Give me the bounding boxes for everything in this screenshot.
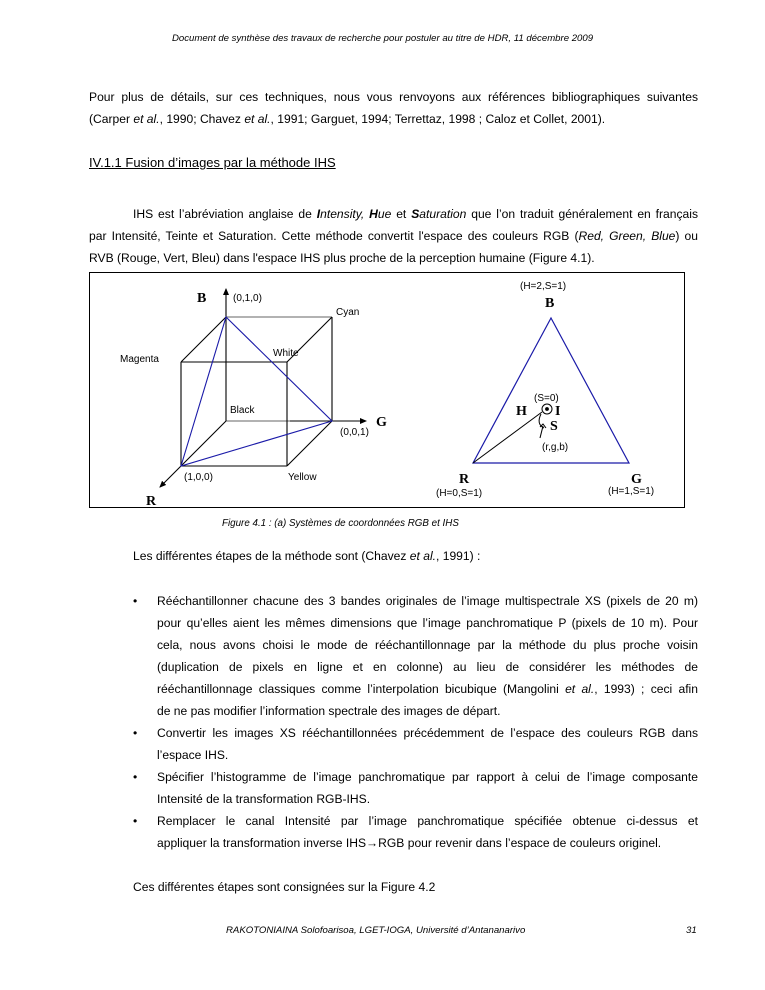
triangle-vertex-b: B — [545, 296, 555, 311]
text-italic: et al. — [244, 112, 271, 126]
paragraph-line — [89, 108, 698, 130]
text: que l’on traduit généralement en français — [466, 207, 698, 221]
page-header: Document de synthèse des travaux de recherche pour postuler au titre de HDR, 11 décembre 2009 — [171, 33, 594, 44]
bullet-icon: • — [133, 594, 138, 608]
paragraph-line: Pour plus de détails, sur ces techniques, nous vous renvoyons aux références bibliographiques suivantes — [89, 90, 698, 104]
text-italic: et al. — [133, 112, 160, 126]
cube-label-white: White — [273, 348, 299, 359]
cube-axis-b: B — [197, 291, 207, 306]
text: Les différentes étapes de la méthode sont (Chavez — [133, 549, 410, 563]
list-line: cela, nous avons choisi le mode de rééchantillonnage par la méthode du plus proche voisin — [157, 638, 698, 652]
cube-label-black: Black — [230, 405, 255, 416]
paragraph-ihs — [89, 203, 698, 269]
list-line: appliquer la transformation inverse IHS→RGB pour revenir dans l’espace de couleurs originel. — [157, 836, 662, 850]
list-line: Convertir les images XS rééchantillonnées précédemment de l’espace des couleurs RGB dans — [157, 726, 698, 740]
page-number: 31 — [686, 925, 697, 936]
triangle-r-coord: (H=0,S=1) — [436, 488, 483, 499]
steps-list — [133, 590, 698, 854]
rgb-cube — [160, 289, 366, 487]
text-bold: H — [369, 207, 378, 221]
cube-coord-g: (0,0,1) — [340, 427, 369, 438]
text-bold: S — [411, 207, 420, 221]
section-title: IV.1.1 Fusion d’images par la méthode IHS — [89, 155, 336, 170]
cube-label-cyan: Cyan — [336, 307, 360, 318]
text-bold: I — [316, 207, 321, 221]
text: , 1991) : — [436, 549, 481, 563]
text: et — [391, 207, 412, 221]
list-line: pour qu’elles aient les mêmes dimensions que l’image panchromatique P (pixels de 10 m). Pour — [157, 616, 698, 630]
cube-axis-r: R — [146, 494, 157, 509]
figure-caption: Figure 4.1 : (a) Systèmes de coordonnées RGB et IHS — [222, 518, 459, 529]
ihs-center-detail — [473, 404, 552, 463]
list-line: Remplacer le canal Intensité par l’image panchromatique spécifiée obtenue ci-dessus et — [157, 814, 698, 828]
triangle-vertex-r: R — [459, 472, 470, 487]
paragraph-line: RVB (Rouge, Vert, Bleu) dans l'espace IHS plus proche de la perception humaine (Figure 4.1). — [89, 251, 595, 265]
list-item — [133, 810, 698, 854]
text-italic: aturation — [419, 207, 467, 221]
text-italic: et al. — [565, 682, 595, 696]
list-item — [133, 722, 698, 766]
text-italic: ntensity, — [320, 207, 370, 221]
triangle-top-label: (H=2,S=1) — [520, 281, 567, 292]
list-item — [133, 590, 698, 722]
text-italic: Red, Green, Blue — [578, 229, 676, 243]
text: , 1993) ; ceci afin — [594, 682, 698, 696]
text: ) ou — [675, 229, 698, 243]
steps-intro — [133, 549, 480, 563]
triangle-g-coord: (H=1,S=1) — [608, 486, 655, 497]
text-italic: ue — [377, 207, 392, 221]
cube-axis-g: G — [376, 415, 387, 430]
triangle-i-label: I — [555, 404, 561, 419]
list-line: Spécifier l’histogramme de l’image panchromatique par rapport à celui de l’image composante — [157, 770, 698, 784]
cube-label-yellow: Yellow — [288, 472, 317, 483]
paragraph-line — [89, 225, 698, 247]
cube-coord-r: (1,0,0) — [184, 472, 213, 483]
cube-coord-b: (0,1,0) — [233, 293, 262, 304]
list-line — [157, 678, 698, 700]
triangle-s0-label: (S=0) — [534, 393, 559, 404]
cube-label-magenta: Magenta — [120, 354, 159, 365]
closing-sentence: Ces différentes étapes sont consignées sur la Figure 4.2 — [133, 880, 436, 894]
figure-rgb-ihs — [89, 272, 686, 509]
text: par Intensité, Teinte et Saturation. Cette méthode convertit l'espace des couleurs RGB ( — [89, 229, 579, 243]
list-item — [133, 766, 698, 810]
text: , 1991; Garguet, 1994; Terrettaz, 1998 ; Caloz et Collet, 2001). — [270, 112, 606, 126]
triangle-vertex-g: G — [631, 472, 642, 487]
text: IHS est l’abréviation anglaise de — [133, 207, 317, 221]
triangle-rgb-label: (r,g,b) — [542, 442, 569, 453]
bullet-icon: • — [133, 770, 138, 784]
list-line: (duplication de pixels en ligne et en colonne) au lieu de considérer les méthodes de — [157, 660, 698, 674]
paragraph-references — [89, 86, 698, 130]
page-footer: RAKOTONIAINA Solofoarisoa, LGET-IOGA, Université d’Antananarivo — [226, 925, 526, 936]
triangle-h-label: H — [516, 404, 527, 419]
list-line: Rééchantillonner chacune des 3 bandes originales de l’image multispectrale XS (pixels de 20 m) — [157, 594, 698, 608]
text: rééchantillonnage classiques comme l’interpolation bicubique (Mangolini — [157, 682, 566, 696]
paragraph-line — [89, 203, 698, 225]
triangle-s-label: S — [550, 419, 558, 434]
list-line: l’espace IHS. — [157, 748, 229, 762]
text-italic: et al. — [409, 549, 436, 563]
list-line: de ne pas modifier l’information spectrale des images de départ. — [157, 704, 501, 718]
list-line: Intensité de la transformation RGB-IHS. — [157, 792, 371, 806]
text: , 1990; Chavez — [159, 112, 245, 126]
text: (Carper — [89, 112, 134, 126]
bullet-icon: • — [133, 814, 138, 828]
bullet-icon: • — [133, 726, 138, 740]
